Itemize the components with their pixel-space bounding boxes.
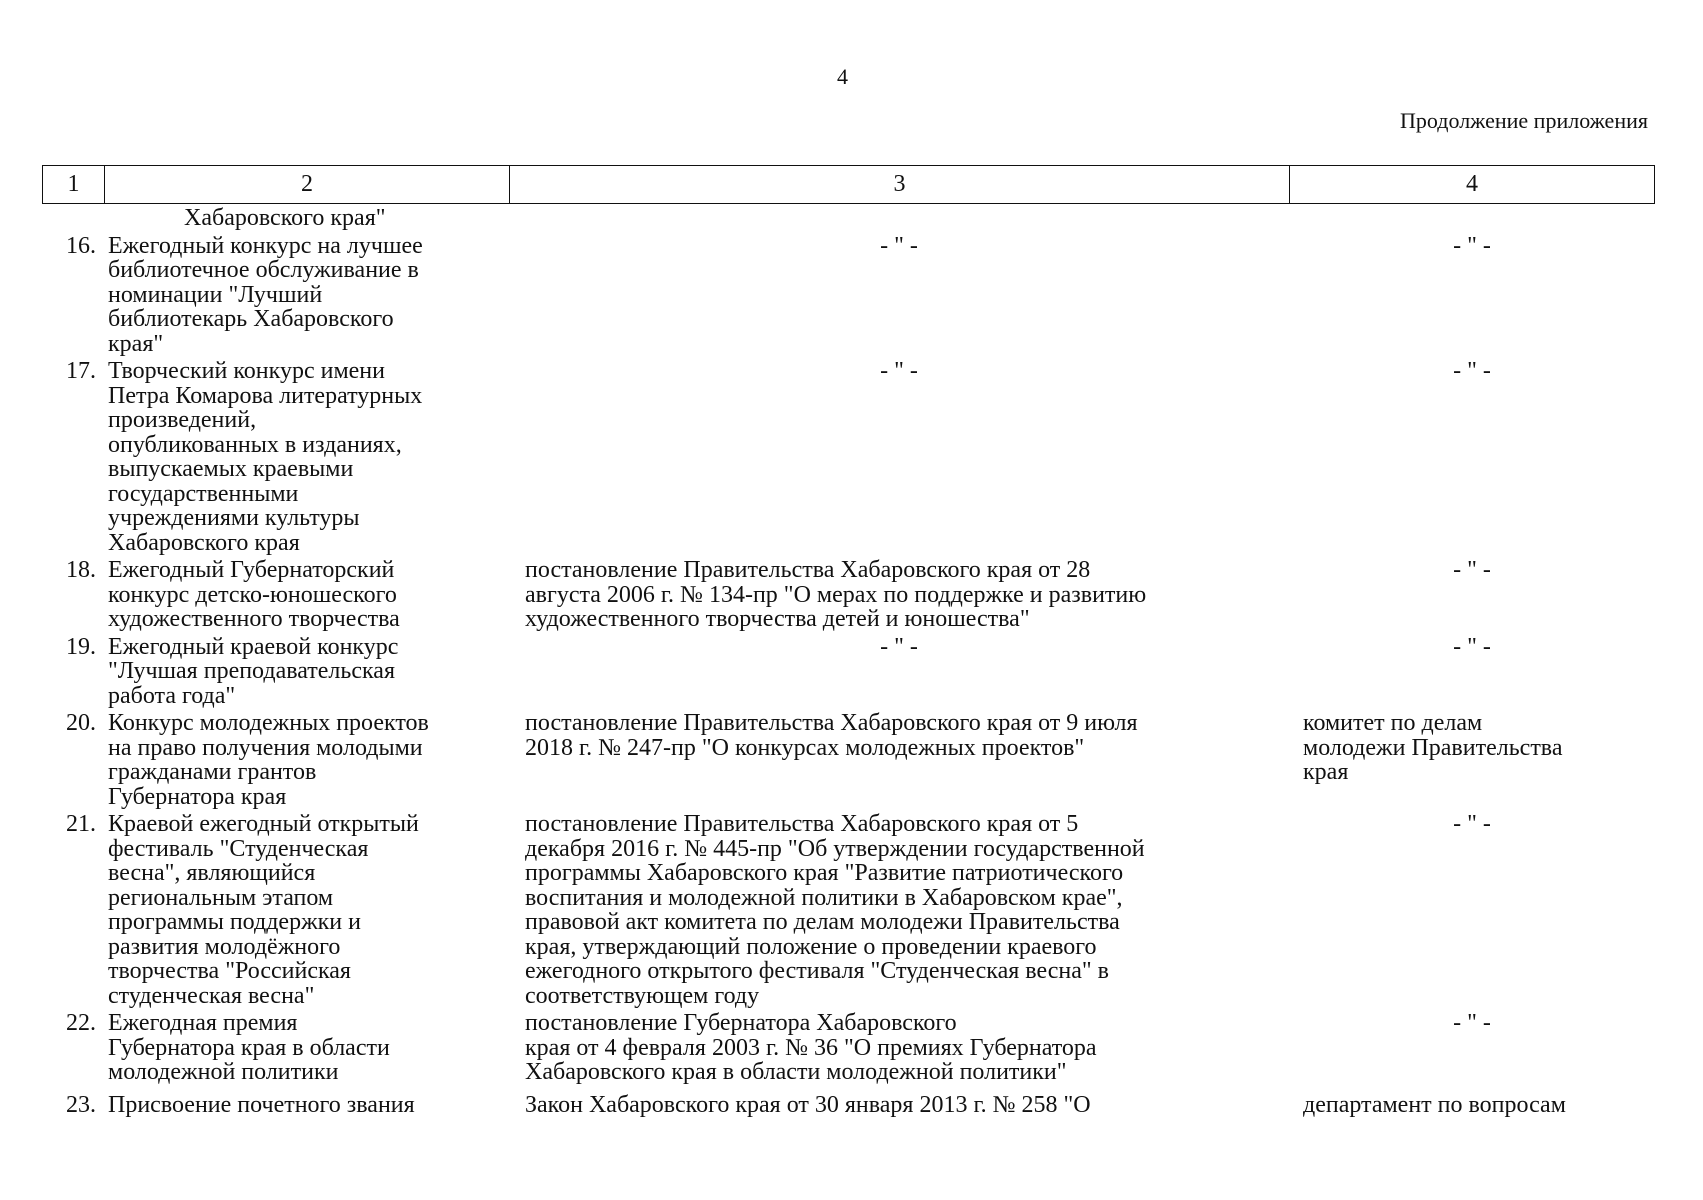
row-name: Хабаровского края" (184, 205, 386, 231)
row-number: 17. (66, 358, 96, 384)
row-name: Ежегодный краевой конкурс "Лучшая преподавательская работа года" (108, 633, 399, 709)
row-responsible: - " - (1453, 232, 1491, 259)
page-number: 4 (837, 64, 848, 89)
row-basis: - " - (880, 633, 918, 660)
row-number: 22. (66, 1010, 96, 1036)
row-number: 20. (66, 710, 96, 736)
table-body (42, 206, 1655, 1117)
row-name: Ежегодный конкурс на лучшее библиотечное обслуживание в номинации "Лучший библиотекарь Хабаровского края" (108, 232, 423, 357)
row-basis: постановление Правительства Хабаровского края от 5 декабря 2016 г. № 445-пр "Об утверждении государственной программы Хабаровского края "Развитие патриотического воспитания и молодежной политики в Хабаровском крае", правовой акт комитета по делам молодежи Правительства края, утверждающий положение о проведении краевого ежегодного открытого фестиваля "Студенческая весна" в соответствующем году (525, 811, 1145, 1009)
table-row (42, 711, 1655, 809)
table-row (42, 1093, 1655, 1118)
continuation-label: Продолжение приложения (1400, 108, 1648, 133)
row-number: 21. (66, 811, 96, 837)
row-name: Конкурс молодежных проектов на право получения молодыми гражданами грантов Губернатора края (108, 710, 429, 810)
row-responsible: комитет по делам молодежи Правительства края (1303, 710, 1563, 785)
row-responsible: - " - (1453, 557, 1491, 583)
row-basis: постановление Правительства Хабаровского края от 9 июля 2018 г. № 247-пр "О конкурсах молодежных проектов" (525, 710, 1138, 761)
table-row (42, 558, 1655, 632)
row-name: Присвоение почетного звания (108, 1091, 415, 1118)
row-basis: Закон Хабаровского края от 30 января 2013 г. № 258 "О (525, 1091, 1091, 1118)
row-responsible: - " - (1453, 633, 1491, 660)
row-responsible (1289, 206, 1655, 231)
table-row (42, 234, 1655, 357)
row-responsible: - " - (1453, 1010, 1491, 1036)
header-col-3: 3 (510, 166, 1290, 203)
row-basis: - " - (880, 232, 918, 259)
row-number: 18. (66, 557, 96, 583)
row-basis: постановление Губернатора Хабаровского края от 4 февраля 2003 г. № 36 "О премиях Губернатора Хабаровского края в области молодежной политики" (525, 1010, 1097, 1085)
row-name: Ежегодная премия Губернатора края в области молодежной политики (108, 1010, 390, 1085)
row-basis: постановление Правительства Хабаровского края от 28 августа 2006 г. № 134-пр "О мерах по поддержке и развитию художественного творчества детей и юношества" (525, 557, 1147, 632)
row-number (42, 206, 104, 231)
table-header (42, 165, 1655, 204)
row-basis: - " - (880, 358, 918, 384)
row-responsible: департамент по вопросам (1303, 1091, 1566, 1118)
row-number: 23. (66, 1091, 96, 1118)
table-row (42, 635, 1655, 709)
header-col-1: 1 (43, 166, 105, 203)
row-number: 16. (66, 232, 96, 259)
row-name: Творческий конкурс имени Петра Комарова литературных произведений, опубликованных в изданиях, выпускаемых краевыми государственными учреждениями культуры Хабаровского края (108, 358, 423, 556)
row-responsible: - " - (1453, 358, 1491, 384)
header-col-2: 2 (105, 166, 510, 203)
table-row (42, 359, 1655, 555)
row-number: 19. (66, 633, 96, 660)
row-basis (509, 206, 1289, 231)
table-row (42, 812, 1655, 1008)
row-name: Ежегодный Губернаторский конкурс детско-юношеского художественного творчества (108, 557, 400, 632)
header-col-4: 4 (1466, 171, 1478, 197)
row-responsible: - " - (1453, 811, 1491, 837)
table-row (42, 1011, 1655, 1085)
table-row (42, 206, 1655, 231)
row-name: Краевой ежегодный открытый фестиваль "Студенческая весна", являющийся региональным этапом программы поддержки и развития молодёжного творчества "Российская студенческая весна" (108, 811, 419, 1009)
